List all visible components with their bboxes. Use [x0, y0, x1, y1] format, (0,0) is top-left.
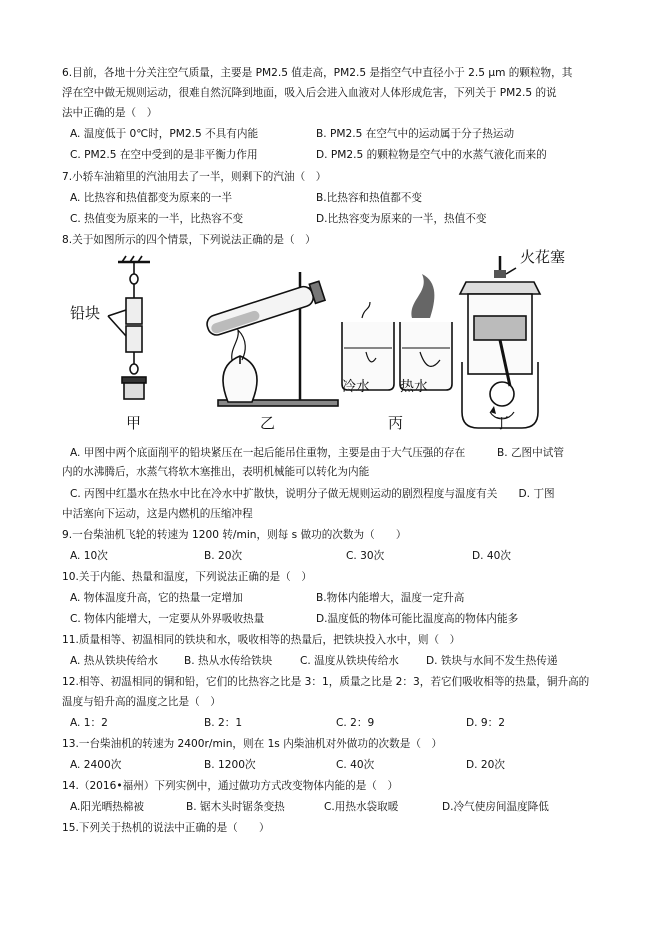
q6-option-b: B. PM2.5 在空气中的运动属于分子热运动: [316, 128, 515, 140]
q8-figure-drawing: [70, 252, 610, 444]
q13-stem: 13.一台柴油机的转速为 2400r/min，则在 1s 内柴油机对外做功的次数是（ ）: [62, 738, 443, 750]
q14-stem: 14.（2016•福州）下列实例中，通过做功方式改变物体内能的是（ ）: [62, 780, 399, 792]
hot-water-label: 热水: [400, 379, 428, 395]
q12-stem-line1: 12.相等、初温相同的铜和铅，它们的比热容之比是 3：1，质量之比是 2：3，若它们吸收相等的热量，铜升高的: [62, 676, 590, 688]
q10-stem: 10.关于内能、热量和温度，下列说法正确的是（ ）: [62, 571, 312, 583]
q9-option-a: A. 10次: [70, 550, 108, 562]
q11-option-c: C. 温度从铁块传给水: [300, 655, 399, 667]
q8-option-line2: 内的水沸腾后，水蒸气将软木塞推出，表明机械能可以转化为内能: [62, 466, 370, 478]
q14-option-b: B. 锯木头时锯条变热: [186, 801, 285, 813]
q7-stem: 7.小轿车油箱里的汽油用去了一半，则剩下的汽油（ ）: [62, 171, 327, 183]
q7-option-c: C. 热值变为原来的一半，比热容不变: [70, 213, 244, 225]
q11-stem: 11.质量相等、初温相同的铁块和水，吸收相等的热量后，把铁块投入水中，则（ ）: [62, 634, 461, 646]
q10-option-b: B.物体内能增大，温度一定升高: [316, 592, 465, 604]
q7-option-a: A. 比热容和热值都变为原来的一半: [70, 192, 233, 204]
q14-option-d: D.冷气使房间温度降低: [442, 801, 549, 813]
q6-option-c: C. PM2.5 在空中受到的是非平衡力作用: [70, 149, 258, 161]
q6-stem-line1: 6.目前，各地十分关注空气质量，主要是 PM2.5 值走高，PM2.5 是指空气中直径小于 2.5 μm 的颗粒物，其: [62, 67, 573, 79]
q7-option-d: D.比热容变为原来的一半，热值不变: [316, 213, 487, 225]
q10-option-a: A. 物体温度升高，它的热量一定增加: [70, 592, 243, 604]
q8-figure: [70, 248, 610, 444]
q13-option-d: D. 20次: [466, 759, 505, 771]
q8-option-line3: C. 丙图中红墨水在热水中比在冷水中扩散快，说明分子做无规则运动的剧烈程度与温度有关 D. 丁图: [70, 488, 555, 500]
q12-option-c: C. 2：9: [336, 717, 375, 729]
q11-option-b: B. 热从水传给铁块: [184, 655, 273, 667]
q12-stem-line2: 温度与铅升高的温度之比是（ ）: [62, 696, 221, 708]
test-tube-illustration: [205, 272, 338, 406]
cold-water-label: 冷水: [342, 379, 370, 395]
q12-option-d: D. 9：2: [466, 717, 505, 729]
q6-option-a: A. 温度低于 0℃时，PM2.5 不具有内能: [70, 128, 259, 140]
figure-caption-yi: 乙: [260, 414, 276, 432]
figure-caption-bing: 丙: [388, 414, 404, 432]
q9-stem: 9.一台柴油机飞轮的转速为 1200 转/min，则每 s 做功的次数为（ ）: [62, 529, 407, 541]
q11-option-d: D. 铁块与水间不发生热传递: [426, 655, 558, 667]
q7-option-b: B.比热容和热值都不变: [316, 192, 422, 204]
q8-option-line4: 中活塞向下运动，这是内燃机的压缩冲程: [62, 508, 253, 520]
q10-option-d: D.温度低的物体可能比温度高的物体内能多: [316, 613, 519, 625]
q13-option-a: A. 2400次: [70, 759, 122, 771]
q9-option-d: D. 40次: [472, 550, 511, 562]
q8-option-line1: A. 甲图中两个底面削平的铅块紧压在一起后能吊住重物，主要是由于大气压强的存在 B. 乙图中试管: [70, 447, 564, 459]
q9-option-b: B. 20次: [204, 550, 243, 562]
q12-option-b: B. 2：1: [204, 717, 243, 729]
figure-caption-jia: 甲: [126, 414, 142, 432]
q8-stem: 8.关于如图所示的四个情景，下列说法正确的是（ ）: [62, 234, 316, 246]
q11-option-a: A. 热从铁块传给水: [70, 655, 158, 667]
q14-option-a: A.阳光晒热棉被: [70, 801, 144, 813]
lead-block-label: 铅块: [70, 304, 101, 322]
q6-stem-line2: 浮在空中做无规则运动，很难自然沉降到地面，吸入后会进入血液对人体形成危害，下列关于 PM2.5 的说: [62, 87, 557, 99]
q13-option-c: C. 40次: [336, 759, 375, 771]
beakers-illustration: [342, 274, 452, 390]
q10-option-c: C. 物体内能增大，一定要从外界吸收热量: [70, 613, 265, 625]
q6-option-d: D. PM2.5 的颗粒物是空气中的水蒸气液化而来的: [316, 149, 547, 161]
q12-option-a: A. 1：2: [70, 717, 108, 729]
engine-cylinder-illustration: [460, 256, 540, 428]
lead-blocks-illustration: [108, 256, 150, 399]
q13-option-b: B. 1200次: [204, 759, 256, 771]
spark-plug-label: 火花塞: [520, 248, 566, 266]
q15-stem: 15.下列关于热机的说法中正确的是（ ）: [62, 822, 270, 834]
q14-option-c: C.用热水袋取暖: [324, 801, 399, 813]
q6-stem-line3: 法中正确的是（ ）: [62, 107, 158, 119]
figure-caption-ding: 丁: [494, 414, 510, 432]
q9-option-c: C. 30次: [346, 550, 385, 562]
